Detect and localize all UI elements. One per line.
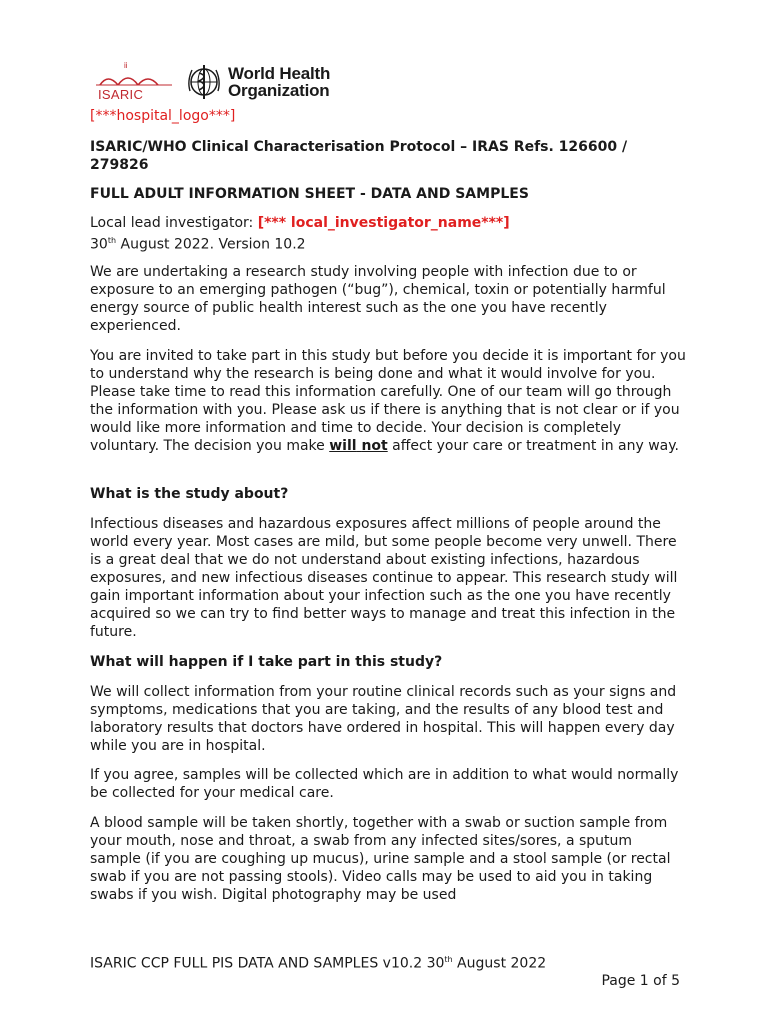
emphasis-not: not	[361, 438, 388, 454]
investigator-name: [*** local_investigator_name***]	[257, 215, 510, 231]
paragraph-intro: We are undertaking a research study involving people with infection due to or exposure to an emerging pathogen (“bug”), chemical, toxin or potentially harmful energy source of public health interest such as the one you have recently experienced.	[90, 264, 666, 334]
paragraph-invitation-end: affect your care or treatment in any way.	[387, 438, 679, 454]
isaric-arches-icon	[96, 59, 176, 89]
paragraph-invitation	[90, 347, 686, 455]
hospital-logo-placeholder: [***hospital_logo***]	[90, 108, 236, 124]
version-date-suffix: th	[107, 236, 117, 245]
who-name-line2: Organization	[228, 81, 330, 100]
who-name-line1: World Health	[228, 64, 331, 83]
document-title: ISARIC/WHO Clinical Characterisation Protocol – IRAS Refs. 126600 / 279826	[90, 139, 628, 173]
header-logos	[96, 58, 330, 106]
paragraph-invitation-text: You are invited to take part in this study but before you decide it is important for you to understand why the research is being done and what it would involve for you. Please take time to read this information carefully. One of our team will go through the information with you. Please ask us if there is anything that is not clear or if you would like more information and time to decide. Your decision is completely voluntary. The decision you make	[90, 348, 686, 454]
investigator-line	[90, 214, 510, 232]
paragraph-blood-sample: A blood sample will be taken shortly, together with a swab or suction sample from your mouth, nose and throat, a swab from any infected sites/sores, a sputum sample (if you are coughing up mucus), urine sample and a stool sample (or rectal swab if you are not passing stools). Video calls may be used to aid you in taking swabs if you wish. Digital photography may be used	[90, 815, 671, 903]
version-date-rest: August 2022. Version 10.2	[116, 236, 306, 253]
heading-study-about: What is the study about?	[90, 486, 289, 502]
emphasis-will: will	[329, 438, 357, 454]
investigator-label: Local lead investigator:	[90, 215, 258, 231]
who-logo	[184, 61, 330, 103]
version-line	[90, 232, 510, 254]
version-date-day: 30	[90, 236, 108, 253]
footer-text: ISARIC CCP FULL PIS DATA AND SAMPLES v10.2 30	[90, 955, 445, 972]
paragraph-clinical-records: We will collect information from your routine clinical records such as your signs and symptoms, medications that you are taking, and the results of any blood test and laboratory results that doctors have ordered in hospital. This will happen every day while you are in hospital.	[90, 684, 677, 754]
page-footer	[90, 955, 546, 972]
paragraph-samples-consent: If you agree, samples will be collected which are in addition to what would normally be collected for your medical care.	[90, 767, 679, 801]
who-emblem-icon	[184, 61, 224, 103]
investigator-block	[90, 214, 510, 254]
paragraph-study-about: Infectious diseases and hazardous exposures affect millions of people around the world every year. Most cases are mild, but some people become very unwell. There is a great deal that we do not understand about existing infections, hazardous exposures, and new infectious diseases continue to appear. This research study will gain important information about your infection such as the one you have recently acquired so we can try to find better ways to manage and treat this infection in the future.	[90, 516, 678, 640]
isaric-logo-text: ISARIC	[98, 87, 144, 102]
document-subtitle: FULL ADULT INFORMATION SHEET - DATA AND SAMPLES	[90, 186, 529, 202]
footer-date-suffix: th	[444, 955, 453, 964]
heading-what-will-happen: What will happen if I take part in this study?	[90, 654, 443, 670]
isaric-logo	[96, 59, 176, 105]
page-number: Page 1 of 5	[601, 973, 680, 989]
svg-text:ii: ii	[124, 61, 128, 70]
footer-date: August 2022	[452, 955, 547, 972]
